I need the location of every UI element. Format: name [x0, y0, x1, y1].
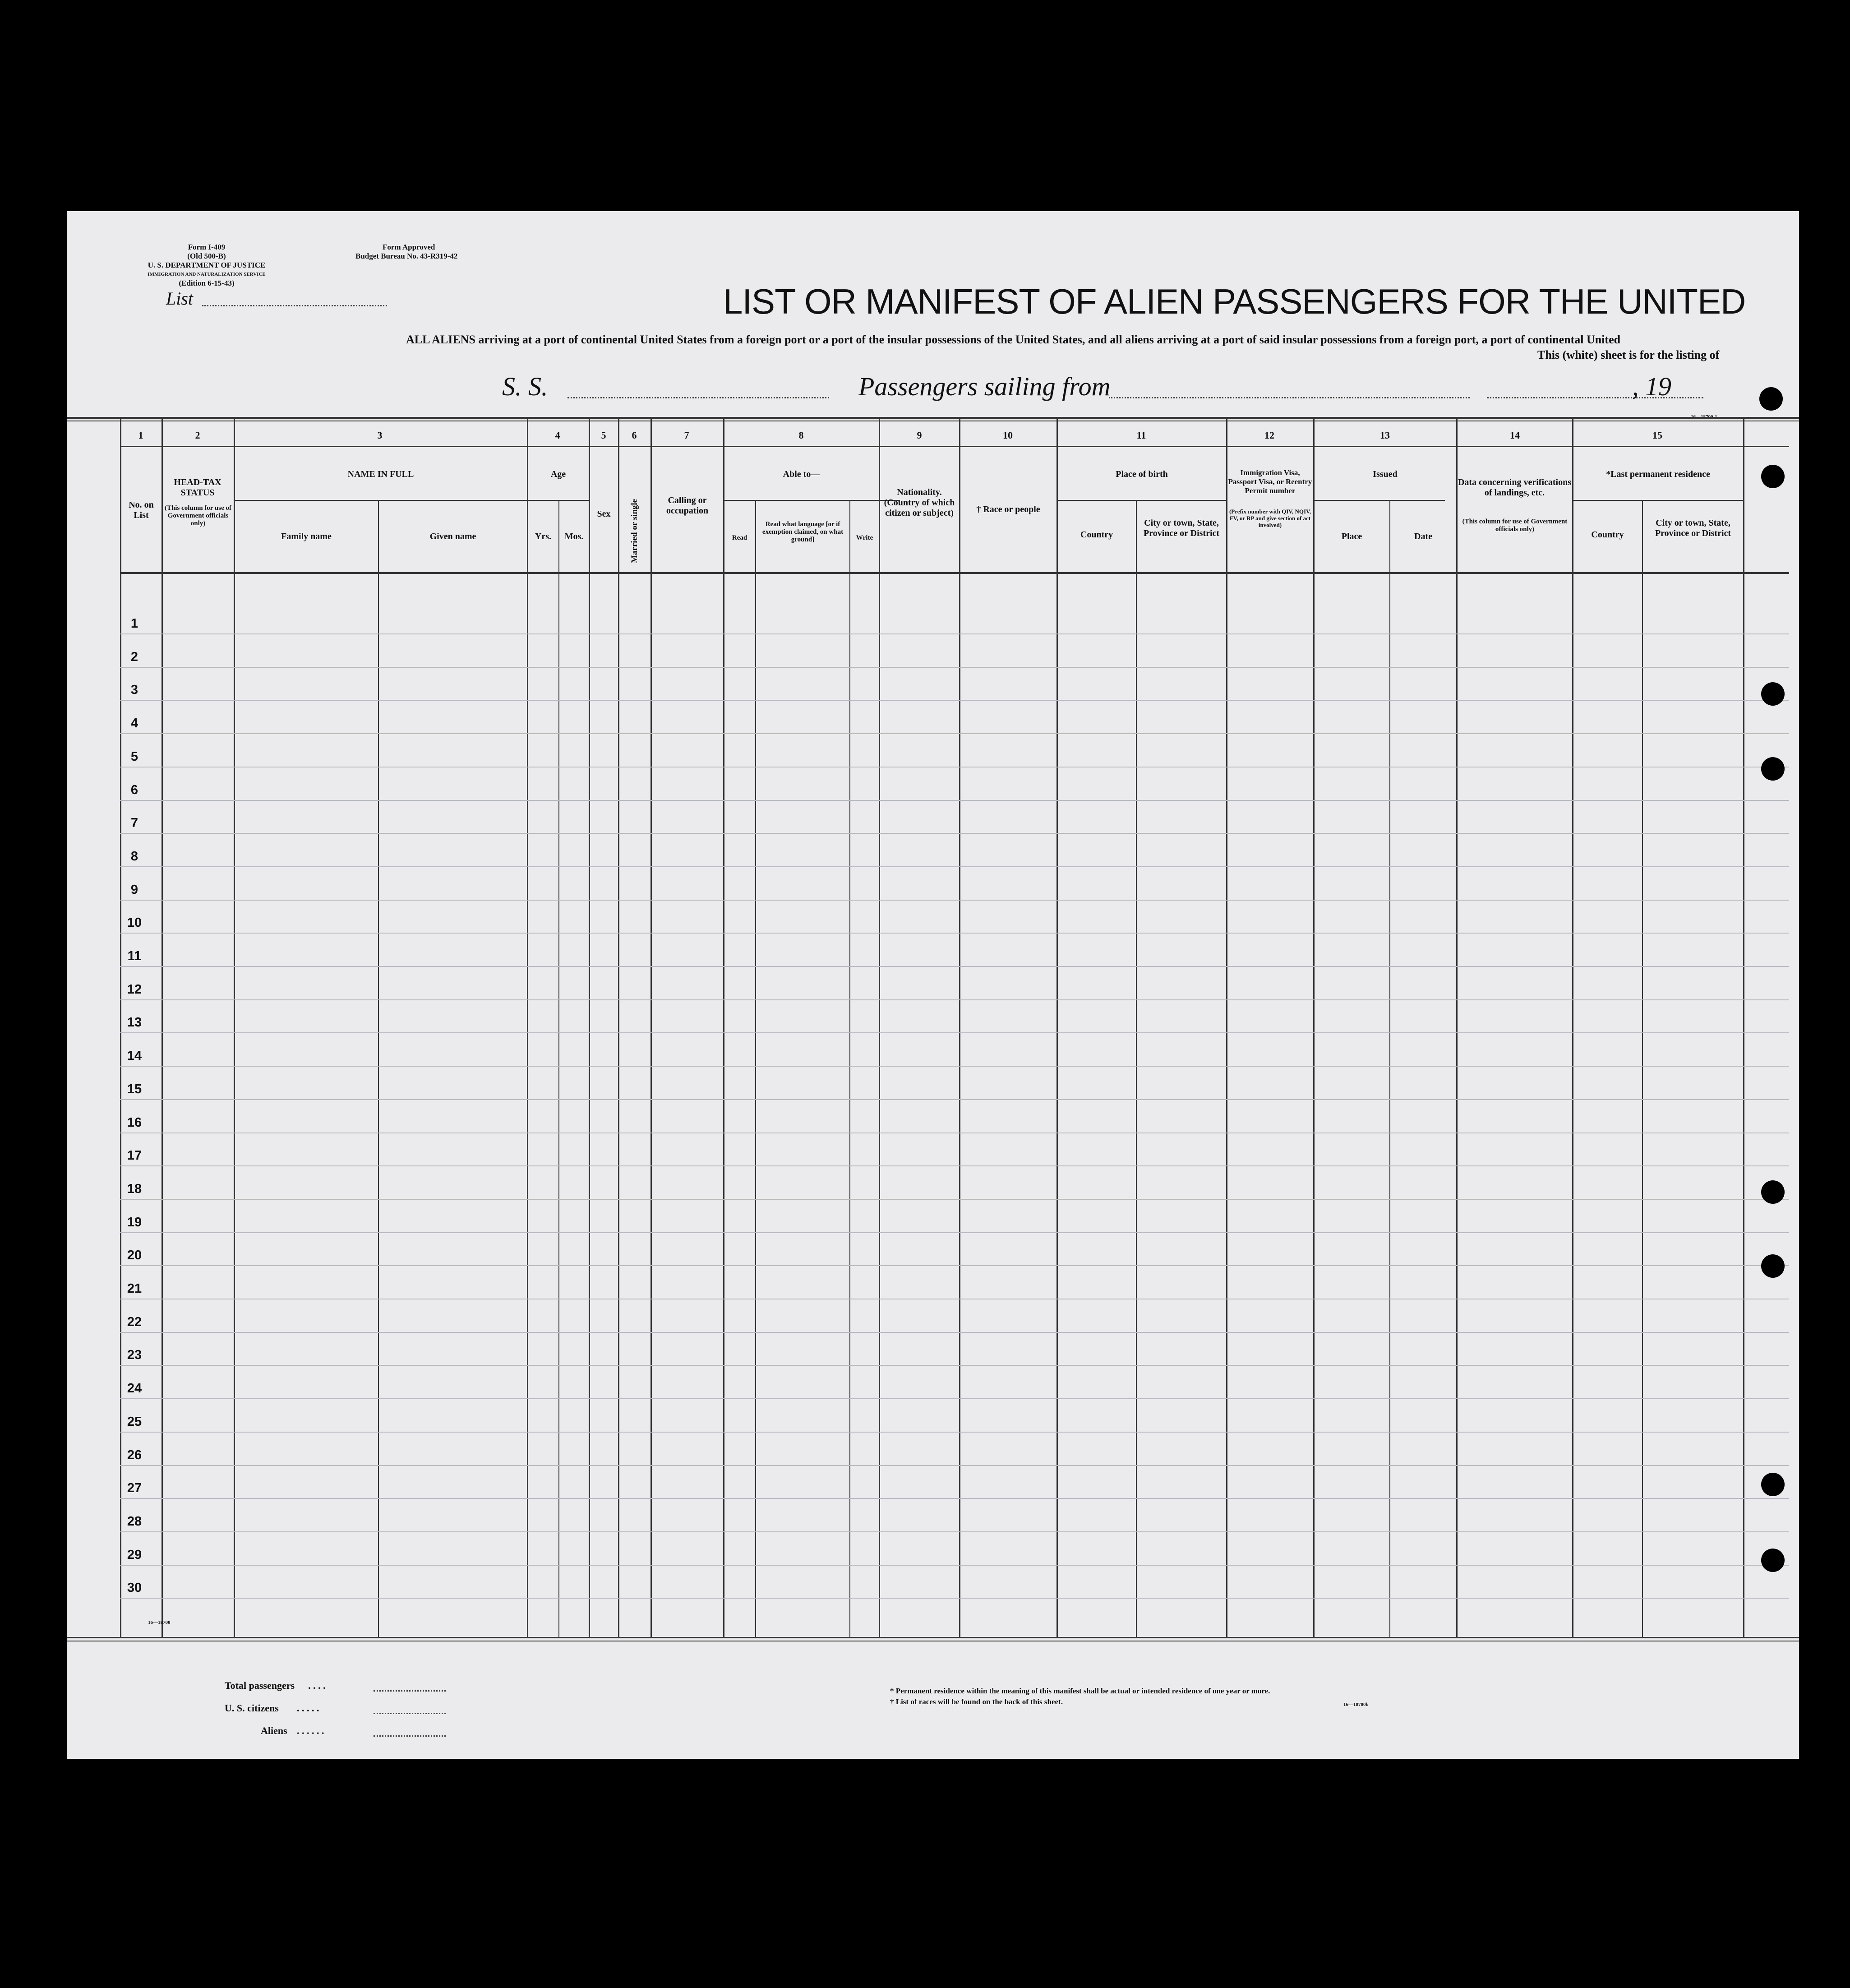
- ship-label: S. S.: [502, 372, 548, 401]
- row-number: 17: [127, 1148, 142, 1163]
- subtitle-line1: ALL ALIENS arriving at a port of continental United States from a foreign port or a port of the insular possessions of the United States, and all aliens arriving at a port of said insular possessions from a foreign port, a port of continental United: [406, 333, 1621, 346]
- punch-hole: [1761, 1473, 1785, 1496]
- col-border: [527, 419, 528, 1637]
- col15-header: *Last permanent residence: [1606, 469, 1710, 479]
- page-title: LIST OR MANIFEST OF ALIEN PASSENGERS FOR THE UNITED: [723, 282, 1746, 321]
- col-border: [1456, 419, 1458, 1637]
- row-rule: [120, 833, 1789, 834]
- row-rule: [120, 1265, 1789, 1266]
- row-rule: [120, 1465, 1789, 1466]
- row-number: 21: [127, 1281, 142, 1296]
- col4-years: Yrs.: [535, 532, 552, 541]
- col3-family-name: Family name: [281, 532, 332, 541]
- colnum-3: 3: [377, 430, 383, 441]
- c15-subrule: [1573, 500, 1744, 501]
- row-number: 14: [127, 1049, 142, 1063]
- row-rule: [120, 933, 1789, 934]
- form-service: IMMIGRATION AND NATURALIZATION SERVICE: [148, 272, 266, 277]
- col12-header: Immigration Visa, Passport Visa, or Reentry Permit number: [1228, 468, 1312, 495]
- table-top-rule: [67, 417, 1799, 419]
- us-citizens-label: U. S. citizens: [225, 1702, 279, 1714]
- c8-subrule: [724, 500, 900, 501]
- list-label: List: [166, 288, 194, 309]
- row-number: 29: [127, 1548, 142, 1562]
- colnum-9: 9: [917, 430, 922, 441]
- row-number: 1: [130, 616, 138, 631]
- c3-subrule: [234, 500, 527, 501]
- row-rule: [120, 1099, 1789, 1100]
- row-rule: [120, 1498, 1789, 1499]
- col11-header: Place of birth: [1116, 469, 1168, 479]
- col8-header: Able to—: [783, 469, 820, 479]
- row-number: 16: [127, 1115, 142, 1130]
- col8-write: Write: [856, 534, 873, 541]
- col-border: [1642, 500, 1643, 1637]
- col-border: [849, 500, 850, 1637]
- col13-place: Place: [1341, 532, 1362, 541]
- sailing-from-field[interactable]: [1109, 397, 1470, 398]
- row-rule: [120, 1432, 1789, 1433]
- row-number: 10: [127, 915, 142, 930]
- row-rule: [120, 866, 1789, 867]
- col9-header: Nationality. (Country of which citizen or subject): [884, 487, 955, 518]
- col-border: [1136, 500, 1137, 1637]
- sailing-label: Passengers sailing from: [858, 372, 1111, 401]
- col10-header: † Race or people: [976, 504, 1040, 514]
- row-rule: [120, 800, 1789, 801]
- col6-header: Married or single: [630, 499, 639, 563]
- colnum-13: 13: [1380, 430, 1390, 441]
- row-number: 19: [127, 1215, 142, 1230]
- punch-hole: [1761, 1549, 1785, 1572]
- col-border: [558, 500, 559, 1637]
- col3-given-name: Given name: [429, 532, 476, 541]
- col15-country: Country: [1591, 530, 1624, 540]
- row-number: 4: [130, 716, 138, 730]
- row-number: 15: [127, 1082, 142, 1096]
- form-info: [139, 243, 274, 288]
- row-rule: [120, 1032, 1789, 1033]
- col-border: [650, 419, 652, 1637]
- col5-header: Sex: [597, 509, 611, 519]
- row-rule: [120, 633, 1789, 634]
- col11-city: City or town, State, Province or District: [1143, 518, 1220, 538]
- row-rule: [120, 733, 1789, 734]
- colnum-4: 4: [555, 430, 560, 441]
- col13-date: Date: [1414, 532, 1432, 541]
- col14-header: Data concerning verifications of landings, etc.: [1458, 477, 1572, 498]
- col8-read: Read: [732, 534, 747, 541]
- row-rule: [120, 667, 1789, 668]
- ship-field[interactable]: [567, 397, 829, 398]
- row-rule: [120, 999, 1789, 1000]
- footnote-code: 16—18700b: [1343, 1702, 1369, 1707]
- col14-note: (This column for use of Government officials only): [1462, 518, 1568, 533]
- row-number: 9: [130, 883, 138, 897]
- footnote-residence: * Permanent residence within the meaning of this manifest shall be actual or intended residence of one year or more.: [890, 1687, 1270, 1695]
- row-rule: [120, 1598, 1789, 1599]
- form-old-number: (Old 500-B): [187, 252, 226, 260]
- citizens-dots: . . . . .: [297, 1702, 319, 1714]
- us-citizens-field[interactable]: [374, 1713, 446, 1714]
- row-number: 13: [127, 1015, 142, 1030]
- row-number: 5: [130, 749, 138, 764]
- form-number: Form I-409: [188, 243, 226, 251]
- row-number: 22: [127, 1315, 142, 1329]
- punch-hole: [1759, 387, 1783, 411]
- col-border: [161, 419, 163, 1637]
- col11-country: Country: [1080, 530, 1113, 540]
- row-rule: [120, 1398, 1789, 1399]
- punch-hole: [1761, 465, 1785, 488]
- col-border: [378, 500, 379, 1637]
- table-bottom-rule: [67, 1637, 1799, 1638]
- c11-subrule: [1057, 500, 1227, 501]
- manifest-sheet: [67, 211, 1799, 1759]
- row-number: 23: [127, 1348, 142, 1362]
- total-passengers-label: Total passengers: [225, 1680, 295, 1691]
- c13-subrule: [1314, 500, 1445, 501]
- row-number: 24: [127, 1381, 142, 1396]
- row-rule: [120, 1531, 1789, 1532]
- row-number: 20: [127, 1248, 142, 1262]
- col-border: [589, 419, 590, 1637]
- row-number: 28: [127, 1514, 142, 1529]
- col-border: [959, 419, 960, 1637]
- row-number: 26: [127, 1448, 142, 1462]
- row-number: 12: [127, 982, 142, 997]
- colnum-12: 12: [1264, 430, 1274, 441]
- colnum-10: 10: [1003, 430, 1013, 441]
- col4-months: Mos.: [564, 532, 584, 541]
- colnum-rule: [120, 446, 1789, 447]
- colnum-15: 15: [1652, 430, 1662, 441]
- form-department: U. S. DEPARTMENT OF JUSTICE: [148, 261, 266, 269]
- col-border: [234, 419, 235, 1637]
- row-number: 27: [127, 1481, 142, 1495]
- colnum-7: 7: [684, 430, 689, 441]
- colnum-6: 6: [632, 430, 637, 441]
- punch-hole: [1761, 682, 1785, 706]
- col13-header: Issued: [1373, 469, 1398, 479]
- col8-language: Read what language [or if exemption claimed, on what ground]: [762, 521, 844, 543]
- col1-header: No. on List: [129, 500, 154, 520]
- row-number: 3: [130, 683, 138, 697]
- form-approval: [355, 243, 457, 261]
- header-bottom-rule: [120, 572, 1789, 574]
- row-rule: [120, 1165, 1789, 1166]
- col-border: [1056, 419, 1058, 1637]
- col-border: [1389, 500, 1390, 1637]
- col2-note: (This column for use of Government officials only): [164, 504, 232, 527]
- form-budget: Budget Bureau No. 43-R319-42: [355, 252, 458, 260]
- row-number: 2: [130, 650, 138, 664]
- row-number: 6: [130, 783, 138, 797]
- row-rule: [120, 1066, 1789, 1067]
- col15-city: City or town, State, Province or District: [1655, 518, 1731, 538]
- row-rule: [120, 1365, 1789, 1366]
- col-border: [723, 419, 724, 1637]
- form-approved: Form Approved: [383, 243, 435, 251]
- col2-header: HEAD-TAX STATUS: [174, 477, 221, 498]
- punch-hole: [1761, 757, 1785, 781]
- row-number: 18: [127, 1182, 142, 1196]
- punch-hole: [1761, 1254, 1785, 1278]
- subtitle-line2: This (white) sheet is for the listing of: [1537, 348, 1720, 361]
- row-number: 7: [130, 816, 138, 830]
- punch-hole: [1761, 1180, 1785, 1204]
- aliens-dots: . . . . . .: [297, 1725, 324, 1736]
- row-rule: [120, 1565, 1789, 1566]
- col-border: [1226, 419, 1227, 1637]
- row-rule: [120, 1199, 1789, 1200]
- row-rule: [120, 700, 1789, 701]
- col-border: [1572, 419, 1573, 1637]
- col-border: [1743, 419, 1744, 1637]
- form-edition: (Edition 6-15-43): [179, 279, 235, 287]
- col7-header: Calling or occupation: [666, 495, 709, 516]
- aliens-field[interactable]: [374, 1735, 446, 1737]
- colnum-14: 14: [1510, 430, 1520, 441]
- row-rule: [120, 900, 1789, 901]
- col12-note: (Prefix number with QIV, NQIV, FV, or RP and give section of act involved): [1229, 508, 1311, 528]
- col-border: [1313, 419, 1315, 1637]
- colnum-1: 1: [138, 430, 143, 441]
- year-label: , 19: [1632, 372, 1671, 401]
- colnum-8: 8: [798, 430, 804, 441]
- row-rule: [120, 966, 1789, 967]
- row-rule: [120, 1232, 1789, 1233]
- print-code-bottom: 16—18700: [148, 1620, 171, 1625]
- footnote-races: † List of races will be found on the back of this sheet.: [890, 1697, 1063, 1706]
- total-dots: . . . .: [308, 1680, 326, 1691]
- row-number: 8: [130, 849, 138, 864]
- list-field[interactable]: [202, 305, 387, 306]
- col-border: [755, 500, 756, 1637]
- col3-header: NAME IN FULL: [347, 469, 414, 479]
- aliens-label: Aliens: [261, 1725, 287, 1736]
- colnum-5: 5: [601, 430, 606, 441]
- row-number: 25: [127, 1415, 142, 1429]
- total-passengers-field[interactable]: [374, 1690, 446, 1692]
- col4-header: Age: [550, 469, 566, 479]
- row-number: 30: [127, 1581, 142, 1595]
- colnum-11: 11: [1136, 430, 1146, 441]
- col-border: [879, 419, 880, 1637]
- row-rule: [120, 1332, 1789, 1333]
- colnum-2: 2: [195, 430, 200, 441]
- row-number: 11: [127, 949, 142, 963]
- col-border: [618, 419, 619, 1637]
